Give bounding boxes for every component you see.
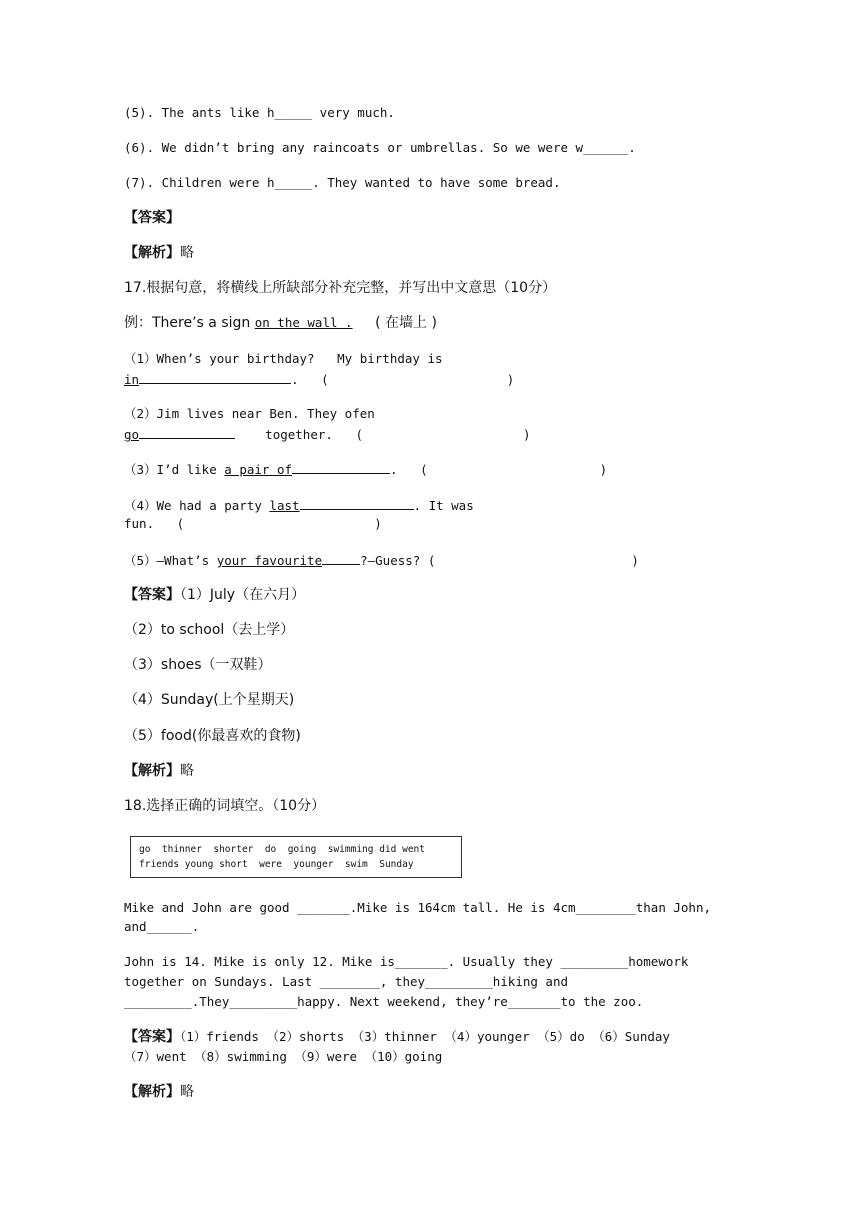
sentence-6: (6). We didn’t bring any raincoats or umbrellas. So we were w______. <box>124 140 636 155</box>
word-bank-row-2: friends young short were younger swim Sunday <box>139 859 414 870</box>
q17-analysis <box>124 761 194 781</box>
item1-blank <box>139 369 291 384</box>
q18-para2-line3: _________.They_________happy. Next weekend, they’re_______to the zoo. <box>124 994 644 1009</box>
example-meaning: ( 在墙上 ) <box>375 315 437 331</box>
item2-close: ) <box>523 427 531 442</box>
q17-answer-5: （5）food(你最喜欢的食物) <box>124 728 301 744</box>
q17-answer-2: （2）to school（去上学） <box>124 622 295 638</box>
q18-answer-text-1: （1）friends （2）shorts （3）thinner （4）younger （5）do （6）Sunday <box>180 1029 670 1044</box>
q17-answer-3: （3）shoes（一双鞋） <box>124 657 272 673</box>
q17-title: 17.根据句意，将横线上所缺部分补充完整，并写出中文意思（10分） <box>124 280 557 296</box>
q18-para2-line2: together on Sundays. Last ________, they_________hiking and <box>124 974 569 989</box>
item1-rest: . ( <box>291 372 329 387</box>
q18-answer-line2: （7）went （8）swimming （9）were （10）going <box>124 1049 443 1064</box>
word-bank-box <box>130 836 462 878</box>
item3-word: a pair of <box>224 462 292 477</box>
q17-item1-line1: （1）When’s your birthday? My birthday is <box>124 351 443 366</box>
analysis-text: 略 <box>180 245 194 261</box>
item2-blank <box>139 424 235 439</box>
item2-rest: together. ( <box>265 427 364 442</box>
word-bank-row-1: go thinner shorter do going swimming did went <box>139 844 425 855</box>
example-prefix: 例：There’s a sign <box>124 315 255 331</box>
item4-blank <box>300 495 414 510</box>
item5-blank <box>322 550 360 565</box>
item4-fun: fun. ( <box>124 516 185 531</box>
analysis-line <box>124 243 194 263</box>
q18-para1-line2: and______. <box>124 919 200 934</box>
q17-item2-line1: （2）Jim lives near Ben. They ofen <box>124 406 375 421</box>
sentence-7: (7). Children were h_____. They wanted to have some bread. <box>124 175 561 190</box>
q17-item3 <box>124 459 607 480</box>
item1-close: ) <box>506 372 515 387</box>
q18-analysis <box>124 1082 194 1102</box>
q17-analysis-label: 【解析】 <box>124 763 180 779</box>
q17-item5 <box>124 550 639 571</box>
q17-answer-text-1: （1）July（在六月） <box>180 587 306 603</box>
item3-rest: . ( <box>390 462 428 477</box>
item3-close: ) <box>599 462 608 477</box>
q17-answer-4: （4）Sunday(上个星期天) <box>124 692 295 708</box>
q18-para2-line1: John is 14. Mike is only 12. Mike is_______. Usually they _________homework <box>124 954 689 969</box>
q18-answer-label: 【答案】 <box>124 1029 180 1045</box>
q17-item2-line2 <box>124 424 531 445</box>
analysis-label: 【解析】 <box>124 245 180 261</box>
item4-word: last <box>269 498 300 513</box>
item3-blank <box>292 459 390 474</box>
q18-analysis-label: 【解析】 <box>124 1084 180 1100</box>
q17-item4-line2 <box>124 514 382 534</box>
q17-item4-line1 <box>124 495 474 516</box>
q17-answer-label: 【答案】 <box>124 587 180 603</box>
q17-analysis-text: 略 <box>180 763 194 779</box>
item5-rest: ?—Guess? ( <box>360 553 436 568</box>
item4-rest: . It was <box>413 498 474 513</box>
item3-prefix: （3）I’d like <box>124 462 225 477</box>
q17-item1-line2 <box>124 369 514 390</box>
q18-para1-line1: Mike and John are good _______.Mike is 164cm tall. He is 4cm________than John, <box>124 900 711 915</box>
q17-answer-1 <box>124 585 305 605</box>
q18-analysis-text: 略 <box>180 1084 194 1100</box>
q18-answer-line1 <box>124 1027 670 1047</box>
item1-word: in <box>124 372 140 387</box>
answer-label: 【答案】 <box>124 210 180 226</box>
item5-prefix: （5）—What’s <box>124 553 217 568</box>
item5-close: ) <box>631 553 639 568</box>
q18-title: 18.选择正确的词填空。（10分） <box>124 798 326 814</box>
example-answer: on the wall . <box>254 315 353 330</box>
item5-word: your favourite <box>216 553 323 568</box>
item2-word: go <box>124 427 140 442</box>
item4-close: ) <box>374 516 382 531</box>
q17-example <box>124 313 437 333</box>
sentence-5: (5). The ants like h_____ very much. <box>124 105 395 120</box>
item4-prefix: （4）We had a party <box>124 498 270 513</box>
